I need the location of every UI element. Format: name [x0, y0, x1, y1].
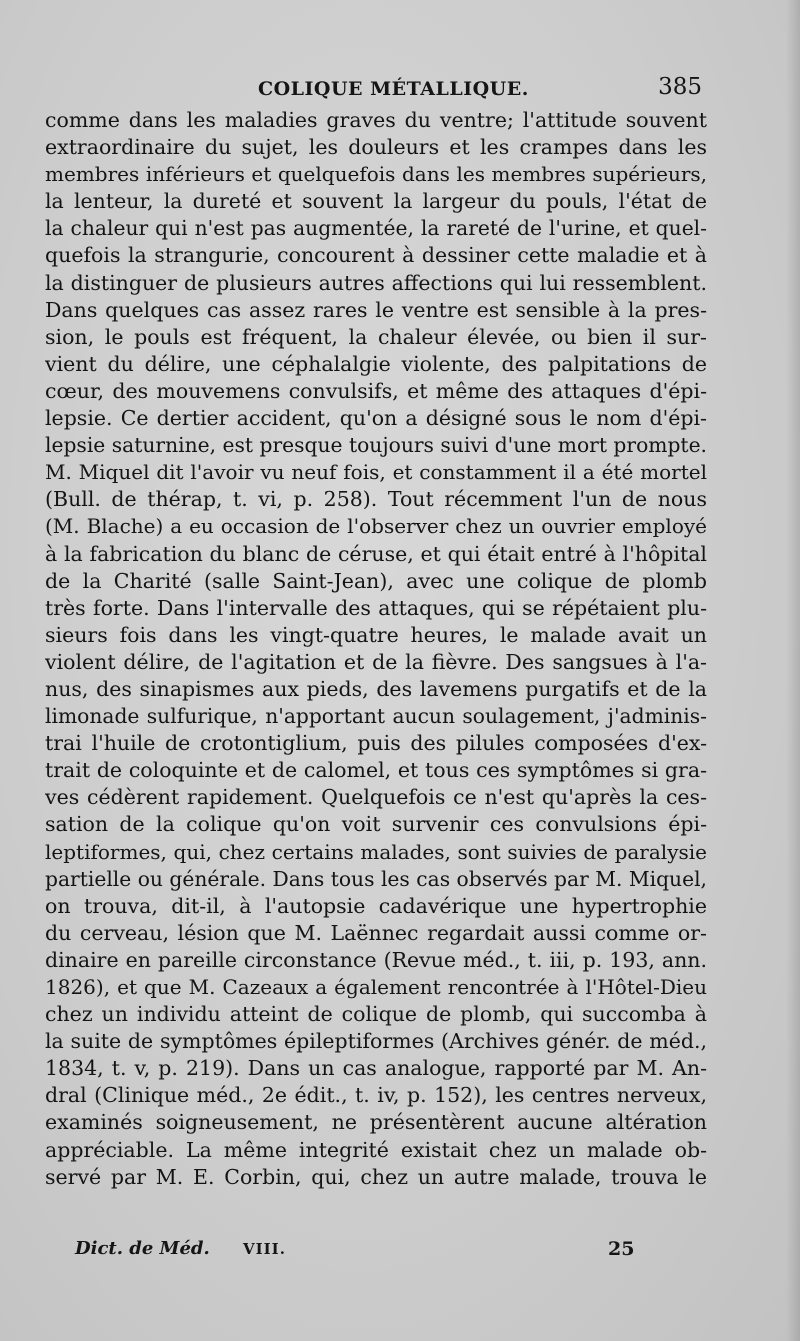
text-line: la distinguer de plusieurs autres affections qui lui ressemblent.	[45, 270, 707, 295]
text-line: quefois la strangurie, concourent à dessiner cette maladie et à	[45, 243, 707, 268]
volume-number: VIII.	[243, 1240, 286, 1258]
text-line: la lenteur, la dureté et souvent la largeur du pouls, l'état de	[45, 189, 707, 214]
text-line: lepsie. Ce dertier accident, qu'on a désigné sous le nom d'épi-	[45, 406, 707, 431]
page-number: 385	[658, 74, 702, 100]
text-line: examinés soigneusement, ne présentèrent aucune altération	[45, 1110, 707, 1135]
page-footer	[0, 1238, 800, 1268]
body-text	[45, 107, 707, 1191]
page-edge-shadow	[786, 0, 800, 1341]
text-line: extraordinaire du sujet, les douleurs et les crampes dans les	[45, 135, 707, 160]
text-line: nus, des sinapismes aux pieds, des lavemens purgatifs et de la	[45, 676, 707, 701]
text-line: cœur, des mouvemens convulsifs, et même des attaques d'épi-	[45, 378, 707, 403]
text-line: membres inférieurs et quelquefois dans les membres supérieurs,	[45, 162, 707, 187]
text-line: 1834, t. v, p. 219). Dans un cas analogue, rapporté par M. An-	[45, 1056, 707, 1081]
text-line: on trouva, dit-il, à l'autopsie cadavérique une hypertrophie	[45, 893, 707, 918]
text-line: sion, le pouls est fréquent, la chaleur élevée, ou bien il sur-	[45, 324, 707, 349]
text-line: limonade sulfurique, n'apportant aucun soulagement, j'adminis-	[45, 704, 707, 729]
text-line: ves cédèrent rapidement. Quelquefois ce n'est qu'après la ces-	[45, 785, 707, 810]
text-line: (Bull. de thérap, t. vi, p. 258). Tout récemment l'un de nous	[45, 487, 707, 512]
text-line: dinaire en pareille circonstance (Revue méd., t. iii, p. 193, ann.	[45, 947, 707, 972]
page-header	[0, 74, 800, 104]
text-line: servé par M. E. Corbin, qui, chez un autre malade, trouva le	[45, 1164, 707, 1189]
running-title: COLIQUE MÉTALLIQUE.	[258, 78, 529, 100]
text-line: trai l'huile de crotontiglium, puis des pilules composées d'ex-	[45, 731, 707, 756]
text-line: la chaleur qui n'est pas augmentée, la rareté de l'urine, et quel-	[45, 216, 707, 241]
text-line: la suite de symptômes épileptiformes (Archives génér. de méd.,	[45, 1029, 707, 1054]
text-line: leptiformes, qui, chez certains malades, sont suivies de paralysie	[45, 839, 707, 864]
text-line: du cerveau, lésion que M. Laënnec regardait aussi comme or-	[45, 920, 707, 945]
text-line: très forte. Dans l'intervalle des attaques, qui se répétaient plu-	[45, 595, 707, 620]
text-line: vient du délire, une céphalalgie violente, des palpitations de	[45, 351, 707, 376]
text-line: 1826), et que M. Cazeaux a également rencontrée à l'Hôtel-Dieu	[45, 975, 707, 999]
text-line: chez un individu atteint de colique de plomb, qui succomba à	[45, 1002, 707, 1027]
text-line: sation de la colique qu'on voit survenir ces convulsions épi-	[45, 812, 707, 837]
signature-title: Dict. de Méd.	[75, 1238, 210, 1259]
text-line: trait de coloquinte et de calomel, et tous ces symptômes si gra-	[45, 758, 707, 783]
text-line: M. Miquel dit l'avoir vu neuf fois, et constamment il a été mortel	[45, 460, 707, 485]
text-line: Dans quelques cas assez rares le ventre est sensible à la pres-	[45, 297, 707, 322]
text-line: (M. Blache) a eu occasion de l'observer chez un ouvrier employé	[45, 514, 707, 539]
text-line: partielle ou générale. Dans tous les cas observés par M. Miquel,	[45, 866, 707, 891]
text-line: comme dans les maladies graves du ventre; l'attitude souvent	[45, 108, 707, 132]
text-line: dral (Clinique méd., 2e édit., t. iv, p. 152), les centres nerveux,	[45, 1083, 707, 1108]
text-line: appréciable. La même integrité existait chez un malade ob-	[45, 1137, 707, 1162]
text-line: violent délire, de l'agitation et de la fièvre. Des sangsues à l'a-	[45, 649, 707, 674]
signature-number: 25	[608, 1238, 635, 1260]
text-line: sieurs fois dans les vingt-quatre heures, le malade avait un	[45, 622, 707, 647]
text-line: à la fabrication du blanc de céruse, et qui était entré à l'hôpital	[45, 541, 707, 566]
text-line: de la Charité (salle Saint-Jean), avec une colique de plomb	[45, 568, 707, 593]
text-line: lepsie saturnine, est presque toujours suivi d'une mort prompte.	[45, 433, 707, 458]
